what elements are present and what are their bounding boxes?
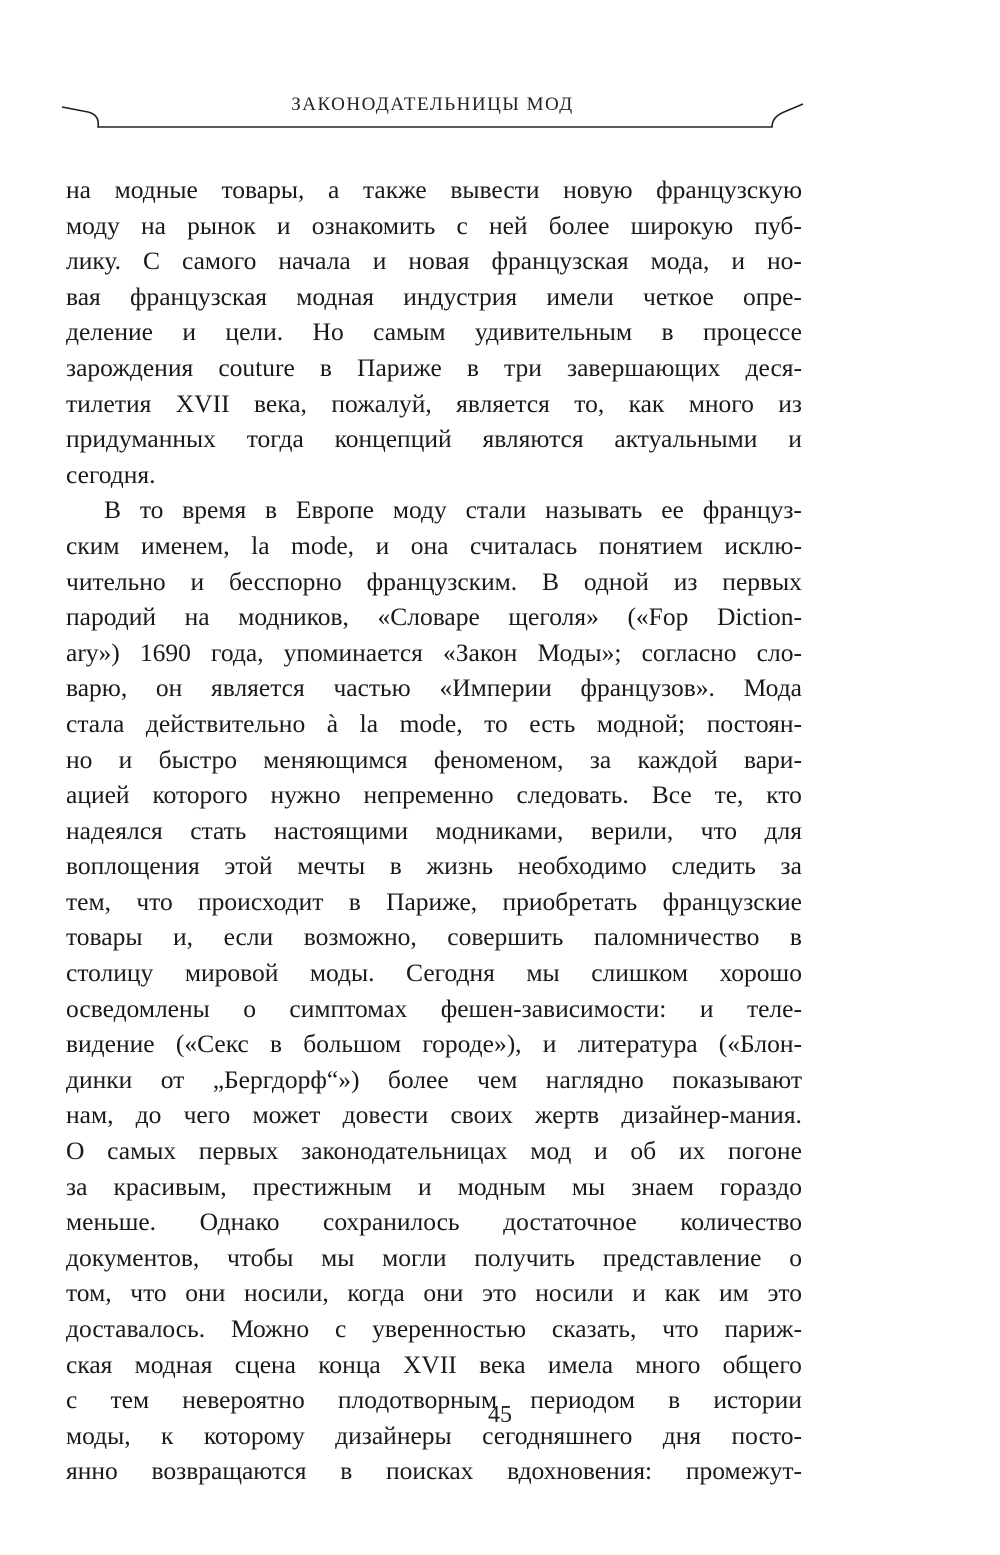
text-line: столицу мировой моды. Сегодня мы слишком хорошо xyxy=(66,958,802,988)
text-line: нам, до чего может довести своих жертв дизайнер-мания. xyxy=(66,1100,802,1130)
text-line: осведомлены о симптомах фешен-зависимости: и теле- xyxy=(66,993,802,1023)
text-line: пародий на модников, «Словаре щеголя» («Fop Diction- xyxy=(66,602,802,632)
text-line: документов, чтобы мы могли получить представление о xyxy=(66,1242,802,1272)
text-line: ary») 1690 года, упоминается «Закон Моды»; согласно сло- xyxy=(66,637,802,667)
text-line: деление и цели. Но самым удивительным в процессе xyxy=(66,317,802,347)
text-line: сегодня. xyxy=(66,459,156,489)
running-head xyxy=(60,88,805,138)
text-line: ская модная сцена конца XVII века имела много общего xyxy=(66,1349,802,1379)
text-line: моды, к которому дизайнеры сегодняшнего дня посто- xyxy=(66,1420,802,1450)
text-line: В то время в Европе моду стали называть ее француз- xyxy=(104,495,802,525)
text-line: на модные товары, а также вывести новую французскую xyxy=(66,175,802,204)
page-number: 45 xyxy=(488,1402,512,1428)
text-line: с тем невероятно плодотворным периодом в истории xyxy=(66,1385,802,1415)
text-line: О самых первых законодательницах мод и об их погоне xyxy=(66,1136,802,1166)
text-line: тем, что происходит в Париже, приобретать французские xyxy=(66,886,802,916)
text-line: воплощения этой мечты в жизнь необходимо следить за xyxy=(66,851,802,881)
text-line: янно возвращаются в поисках вдохновения: промежут- xyxy=(66,1456,802,1486)
text-line: видение («Секс в большом городе»), и литература («Блон- xyxy=(66,1029,802,1059)
text-line: товары и, если возможно, совершить паломничество в xyxy=(66,922,802,952)
text-line: ацией которого нужно непременно следовать. Все те, кто xyxy=(66,780,802,810)
text-line: том, что они носили, когда они это носили и как им это xyxy=(66,1278,802,1308)
text-line: чительно и бесспорно французским. В одной из первых xyxy=(66,566,802,596)
text-line: ским именем, la mode, и она считалась понятием исклю- xyxy=(66,530,802,560)
text-line: меньше. Однако сохранилось достаточное количество xyxy=(66,1207,802,1237)
paragraph xyxy=(66,492,802,1489)
text-line: зарождения couture в Париже в три завершающих деся- xyxy=(66,352,802,382)
text-line: но и быстро меняющимся феноменом, за каждой вари- xyxy=(66,744,802,774)
text-line: лику. С самого начала и новая французская мода, и но- xyxy=(66,246,802,276)
text-line: тилетия XVII века, пожалуй, является то, как много из xyxy=(66,388,802,418)
text-line: варю, он является частью «Империи французов». Мода xyxy=(66,673,802,703)
text-line: стала действительно à la mode, то есть модной; постоян- xyxy=(66,708,802,738)
body-text xyxy=(66,172,802,1489)
text-line: доставалось. Можно с уверенностью сказать, что париж- xyxy=(66,1314,802,1343)
text-line: вая французская модная индустрия имели четкое опре- xyxy=(66,281,802,311)
running-head-title: ЗАКОНОДАТЕЛЬНИЦЫ МОД xyxy=(291,94,574,115)
text-line: надеялся стать настоящими модниками, верили, что для xyxy=(66,815,802,845)
text-line: динки от „Бергдорф“») более чем наглядно показывают xyxy=(66,1064,802,1094)
text-line: придуманных тогда концепций являются актуальными и xyxy=(66,424,802,454)
text-line: за красивым, престижным и модным мы знаем гораздо xyxy=(66,1171,802,1201)
paragraph xyxy=(66,172,802,492)
text-line: моду на рынок и ознакомить с ней более широкую пуб- xyxy=(66,210,802,240)
